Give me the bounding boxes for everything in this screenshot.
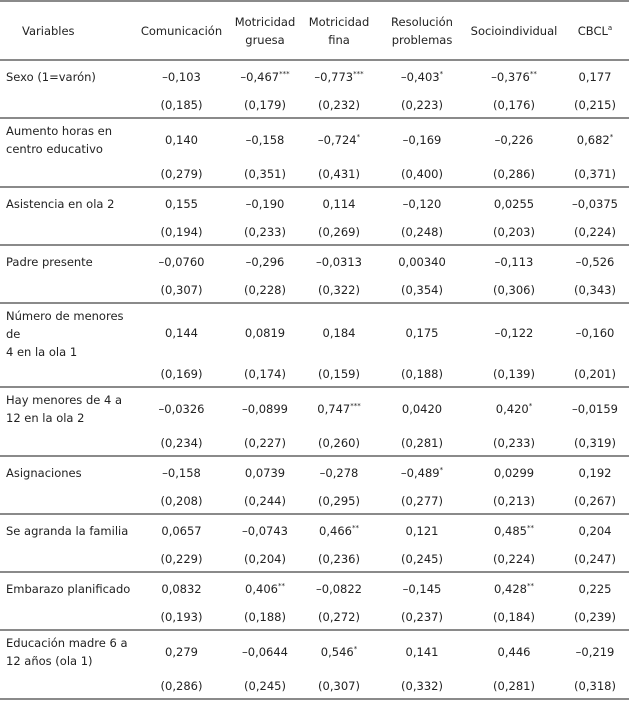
standard-error-cell: (0,306) [467, 277, 561, 303]
standard-error-cell: (0,431) [301, 161, 377, 187]
significance-stars: ** [351, 523, 359, 532]
variable-label [0, 572, 134, 604]
standard-error-cell: (0,247) [561, 546, 629, 572]
coefficient-value: –0,226 [494, 133, 534, 147]
column-header-cbcl [561, 1, 629, 60]
coefficient-value: –0,0375 [572, 196, 618, 211]
coefficient-cell [467, 387, 561, 430]
standard-error-cell: (0,371) [561, 161, 629, 187]
header-line: Motricidad [234, 14, 296, 29]
coefficient-value: –0,296 [245, 254, 285, 269]
column-header-motricidad-fina [301, 1, 377, 60]
standard-error-cell: (0,322) [301, 277, 377, 303]
coefficient-row [0, 187, 629, 219]
standard-error-row [0, 277, 629, 303]
coefficient-cell [301, 303, 377, 361]
coefficient-value: –0,160 [575, 325, 615, 340]
coefficient-cell [229, 572, 301, 604]
standard-error-cell: (0,188) [229, 604, 301, 630]
coefficient-value: –0,0822 [316, 581, 362, 596]
coefficient-cell [134, 303, 229, 361]
standard-error-cell: (0,332) [377, 673, 467, 699]
coefficient-value: –0,103 [162, 69, 201, 84]
standard-error-cell: (0,267) [561, 488, 629, 514]
coefficient-value: –0,169 [402, 133, 442, 147]
header-line: gruesa [245, 32, 285, 47]
coefficient-row [0, 387, 629, 430]
standard-error-cell: (0,236) [301, 546, 377, 572]
header-line: problemas [391, 32, 453, 47]
variable-label-line: 12 años (ola 1) [6, 654, 93, 668]
standard-error-cell: (0,351) [229, 161, 301, 187]
standard-error-cell: (0,269) [301, 219, 377, 245]
standard-error-cell: (0,139) [467, 361, 561, 387]
coefficient-cell [561, 572, 629, 604]
standard-error-row [0, 488, 629, 514]
coefficient-cell [377, 118, 467, 161]
column-header-resolucion-problemas [377, 1, 467, 60]
coefficient-value: –0,122 [494, 325, 534, 340]
standard-error-cell: (0,234) [134, 430, 229, 456]
variable-label-line: Asignaciones [6, 465, 82, 480]
coefficient-value: 0,279 [165, 645, 198, 659]
coefficient-cell [229, 456, 301, 488]
standard-error-cell: (0,232) [301, 92, 377, 118]
coefficient-cell [377, 387, 467, 430]
coefficient-cell [301, 118, 377, 161]
standard-error-row [0, 604, 629, 630]
standard-error-row [0, 430, 629, 456]
coefficient-value: 0,155 [165, 196, 198, 211]
coefficient-value: –0,724 [317, 133, 357, 147]
coefficient-cell [561, 118, 629, 161]
empty-label-cell [0, 604, 134, 630]
coefficient-cell [229, 387, 301, 430]
significance-stars: *** [350, 402, 361, 411]
coefficient-cell [301, 514, 377, 546]
variable-label-line: Aumento horas en [6, 124, 113, 138]
significance-stars: ** [526, 581, 534, 590]
coefficient-row [0, 514, 629, 546]
coefficient-row [0, 572, 629, 604]
column-header-motricidad-gruesa [229, 1, 301, 60]
significance-stars: ** [277, 581, 285, 590]
header-line: Motricidad [308, 14, 370, 29]
coefficient-cell [377, 187, 467, 219]
coefficient-cell [134, 630, 229, 673]
standard-error-cell: (0,233) [467, 430, 561, 456]
coefficient-value: –0,278 [319, 465, 359, 480]
coefficient-row [0, 60, 629, 92]
coefficient-cell [467, 187, 561, 219]
coefficient-cell [377, 456, 467, 488]
coefficient-value: 0,466 [319, 523, 352, 538]
coefficient-value: 0,121 [405, 523, 439, 538]
standard-error-cell: (0,174) [229, 361, 301, 387]
table-body [0, 60, 629, 699]
coefficient-value: –0,773 [314, 69, 354, 84]
coefficient-value: –0,120 [402, 196, 442, 211]
significance-stars: * [609, 133, 614, 142]
coefficient-value: 0,0420 [401, 402, 443, 416]
coefficient-value: –0,113 [494, 254, 534, 269]
standard-error-cell: (0,245) [229, 673, 301, 699]
significance-stars: * [439, 69, 444, 78]
variable-label [0, 187, 134, 219]
coefficient-value: –0,489 [400, 465, 440, 480]
standard-error-cell: (0,193) [134, 604, 229, 630]
coefficient-cell [467, 456, 561, 488]
header-line: CBCL [577, 23, 608, 38]
coefficient-row [0, 303, 629, 361]
coefficient-cell [229, 118, 301, 161]
coefficient-value: –0,376 [491, 69, 530, 84]
significance-stars: ** [526, 523, 534, 532]
coefficient-value: 0,546 [320, 645, 354, 659]
standard-error-cell: (0,208) [134, 488, 229, 514]
standard-error-cell: (0,213) [467, 488, 561, 514]
coefficient-value: 0,177 [578, 69, 612, 84]
standard-error-cell: (0,159) [301, 361, 377, 387]
coefficient-cell [561, 187, 629, 219]
coefficient-cell [467, 245, 561, 277]
coefficient-cell [467, 572, 561, 604]
coefficient-value: 0,406 [245, 581, 278, 596]
variable-label [0, 118, 134, 161]
significance-stars: * [353, 645, 358, 654]
standard-error-cell: (0,179) [229, 92, 301, 118]
coefficient-cell [134, 514, 229, 546]
coefficient-cell [377, 245, 467, 277]
column-header-socioindividual [467, 1, 561, 60]
coefficient-value: 0,0255 [493, 196, 535, 211]
coefficient-value: –0,0899 [242, 402, 288, 416]
standard-error-cell: (0,194) [134, 219, 229, 245]
coefficient-value: –0,0644 [242, 645, 288, 659]
coefficient-row [0, 245, 629, 277]
coefficient-value: 0,204 [578, 523, 612, 538]
coefficient-value: –0,467 [240, 69, 280, 84]
coefficient-cell [377, 630, 467, 673]
standard-error-cell: (0,272) [301, 604, 377, 630]
coefficient-cell [377, 60, 467, 92]
empty-label-cell [0, 361, 134, 387]
coefficient-value: 0,175 [405, 325, 439, 340]
significance-stars: * [528, 402, 533, 411]
variable-label-line: Embarazo planificado [6, 581, 131, 596]
coefficient-cell [377, 514, 467, 546]
coefficient-value: 0,446 [497, 645, 531, 659]
variable-label [0, 456, 134, 488]
coefficient-value: 0,184 [322, 325, 356, 340]
standard-error-cell: (0,223) [377, 92, 467, 118]
standard-error-row [0, 546, 629, 572]
empty-label-cell [0, 546, 134, 572]
coefficient-cell [134, 572, 229, 604]
variable-label-line: Padre presente [6, 254, 93, 269]
empty-label-cell [0, 92, 134, 118]
significance-stars: * [439, 465, 444, 474]
standard-error-cell: (0,239) [561, 604, 629, 630]
coefficient-cell [301, 245, 377, 277]
empty-label-cell [0, 277, 134, 303]
coefficient-cell [561, 60, 629, 92]
significance-stars: * [356, 133, 361, 142]
coefficient-cell [229, 245, 301, 277]
coefficient-cell [134, 118, 229, 161]
coefficient-cell [301, 387, 377, 430]
standard-error-cell: (0,281) [377, 430, 467, 456]
coefficient-cell [134, 456, 229, 488]
coefficient-value: 0,141 [405, 645, 439, 659]
coefficient-value: 0,0739 [244, 465, 286, 480]
column-header-comunicacion [134, 1, 229, 60]
coefficient-cell [467, 118, 561, 161]
coefficient-cell [229, 60, 301, 92]
coefficient-value: –0,403 [400, 69, 440, 84]
standard-error-cell: (0,185) [134, 92, 229, 118]
header-line: Resolución [391, 14, 453, 29]
standard-error-cell: (0,295) [301, 488, 377, 514]
coefficient-value: –0,158 [245, 133, 285, 147]
empty-label-cell [0, 219, 134, 245]
significance-stars: ** [529, 69, 537, 78]
coefficient-value: 0,114 [322, 196, 356, 211]
empty-label-cell [0, 161, 134, 187]
coefficient-value: 0,747 [317, 402, 351, 416]
coefficient-value: –0,0313 [316, 254, 362, 269]
coefficient-value: 0,144 [165, 325, 198, 340]
coefficient-cell [561, 387, 629, 430]
variable-label-line: Número de menores de [6, 309, 124, 341]
coefficient-value: –0,190 [245, 196, 285, 211]
standard-error-cell: (0,400) [377, 161, 467, 187]
empty-label-cell [0, 430, 134, 456]
variable-label [0, 630, 134, 673]
standard-error-cell: (0,277) [377, 488, 467, 514]
standard-error-cell: (0,201) [561, 361, 629, 387]
standard-error-cell: (0,354) [377, 277, 467, 303]
coefficient-cell [467, 514, 561, 546]
standard-error-cell: (0,188) [377, 361, 467, 387]
coefficient-value: –0,145 [402, 581, 442, 596]
coefficient-cell [229, 630, 301, 673]
coefficient-value: 0,0299 [493, 465, 535, 480]
header-line: fina [328, 32, 350, 47]
standard-error-row [0, 361, 629, 387]
significance-stars: *** [279, 69, 290, 78]
coefficient-value: 0,225 [578, 581, 612, 596]
coefficient-value: 0,140 [165, 133, 198, 147]
coefficient-cell [561, 456, 629, 488]
coefficient-cell [467, 630, 561, 673]
header-line: Comunicación [140, 23, 223, 38]
variable-label [0, 514, 134, 546]
standard-error-cell: (0,204) [229, 546, 301, 572]
coefficient-row [0, 118, 629, 161]
standard-error-cell: (0,318) [561, 673, 629, 699]
standard-error-cell: (0,286) [134, 673, 229, 699]
standard-error-cell: (0,228) [229, 277, 301, 303]
coefficient-cell [134, 245, 229, 277]
standard-error-cell: (0,224) [467, 546, 561, 572]
coefficient-cell [301, 456, 377, 488]
standard-error-cell: (0,203) [467, 219, 561, 245]
coefficient-cell [301, 60, 377, 92]
coefficient-cell [229, 303, 301, 361]
coefficient-cell [301, 187, 377, 219]
coefficient-value: 0,420 [495, 402, 529, 416]
coefficient-value: 0,0819 [244, 325, 286, 340]
coefficient-value: –0,0760 [158, 254, 205, 269]
variable-label [0, 387, 134, 430]
standard-error-cell: (0,244) [229, 488, 301, 514]
coefficient-cell [301, 572, 377, 604]
standard-error-cell: (0,286) [467, 161, 561, 187]
empty-label-cell [0, 673, 134, 699]
coefficient-cell [467, 303, 561, 361]
standard-error-cell: (0,307) [134, 277, 229, 303]
standard-error-cell: (0,260) [301, 430, 377, 456]
variable-label-line: Hay menores de 4 a [6, 393, 123, 407]
coefficient-cell [561, 245, 629, 277]
standard-error-cell: (0,248) [377, 219, 467, 245]
standard-error-cell: (0,343) [561, 277, 629, 303]
coefficient-cell [134, 187, 229, 219]
coefficient-cell [377, 303, 467, 361]
coefficient-value: –0,219 [575, 645, 615, 659]
variable-label-line: centro educativo [6, 142, 103, 156]
header-line: Socioindividual [470, 23, 558, 38]
coefficient-value: –0,0743 [242, 523, 288, 538]
variable-label [0, 245, 134, 277]
coefficient-cell [229, 514, 301, 546]
coefficient-value: –0,526 [575, 254, 615, 269]
coefficient-cell [229, 187, 301, 219]
variable-label [0, 60, 134, 92]
standard-error-cell: (0,227) [229, 430, 301, 456]
coefficient-value: –0,0326 [158, 402, 205, 416]
header-row [0, 1, 629, 60]
coefficient-value: 0,192 [578, 465, 612, 480]
standard-error-cell: (0,233) [229, 219, 301, 245]
standard-error-cell: (0,281) [467, 673, 561, 699]
standard-error-cell: (0,224) [561, 219, 629, 245]
standard-error-cell: (0,215) [561, 92, 629, 118]
coefficient-cell [134, 387, 229, 430]
significance-stars: *** [353, 69, 364, 78]
empty-label-cell [0, 488, 134, 514]
coefficient-row [0, 456, 629, 488]
header-line: Variables [22, 23, 75, 38]
standard-error-cell: (0,184) [467, 604, 561, 630]
coefficient-cell [561, 303, 629, 361]
coefficient-cell [467, 60, 561, 92]
standard-error-row [0, 92, 629, 118]
coefficient-cell [561, 630, 629, 673]
variable-label-line: 4 en la ola 1 [6, 345, 78, 359]
standard-error-cell: (0,319) [561, 430, 629, 456]
variable-label-line: 12 en la ola 2 [6, 411, 85, 425]
coefficient-value: 0,428 [494, 581, 527, 596]
coefficient-value: 0,0832 [161, 581, 202, 596]
standard-error-cell: (0,237) [377, 604, 467, 630]
standard-error-cell: (0,229) [134, 546, 229, 572]
coefficient-value: 0,682 [576, 133, 610, 147]
coefficient-row [0, 630, 629, 673]
standard-error-cell: (0,169) [134, 361, 229, 387]
variable-label-line: Se agranda la familia [6, 523, 129, 538]
coefficient-value: –0,158 [162, 465, 201, 480]
coefficient-value: 0,0657 [161, 523, 202, 538]
table-header [0, 1, 629, 60]
coefficient-value: 0,00340 [398, 254, 446, 269]
standard-error-cell: (0,307) [301, 673, 377, 699]
variable-label-line: Sexo (1=varón) [6, 69, 96, 84]
column-header-variables [0, 1, 134, 60]
coefficient-cell [377, 572, 467, 604]
variable-label-line: Asistencia en ola 2 [6, 196, 115, 211]
coefficient-cell [301, 630, 377, 673]
coefficient-cell [134, 60, 229, 92]
standard-error-row [0, 673, 629, 699]
standard-error-row [0, 161, 629, 187]
variable-label-line: Educación madre 6 a [6, 636, 128, 650]
coefficient-value: –0,0159 [572, 402, 618, 416]
coefficient-cell [561, 514, 629, 546]
standard-error-row [0, 219, 629, 245]
standard-error-cell: (0,245) [377, 546, 467, 572]
coefficient-value: 0,485 [494, 523, 527, 538]
standard-error-cell: (0,176) [467, 92, 561, 118]
variable-label [0, 303, 134, 361]
standard-error-cell: (0,279) [134, 161, 229, 187]
header-superscript: a [607, 23, 613, 32]
